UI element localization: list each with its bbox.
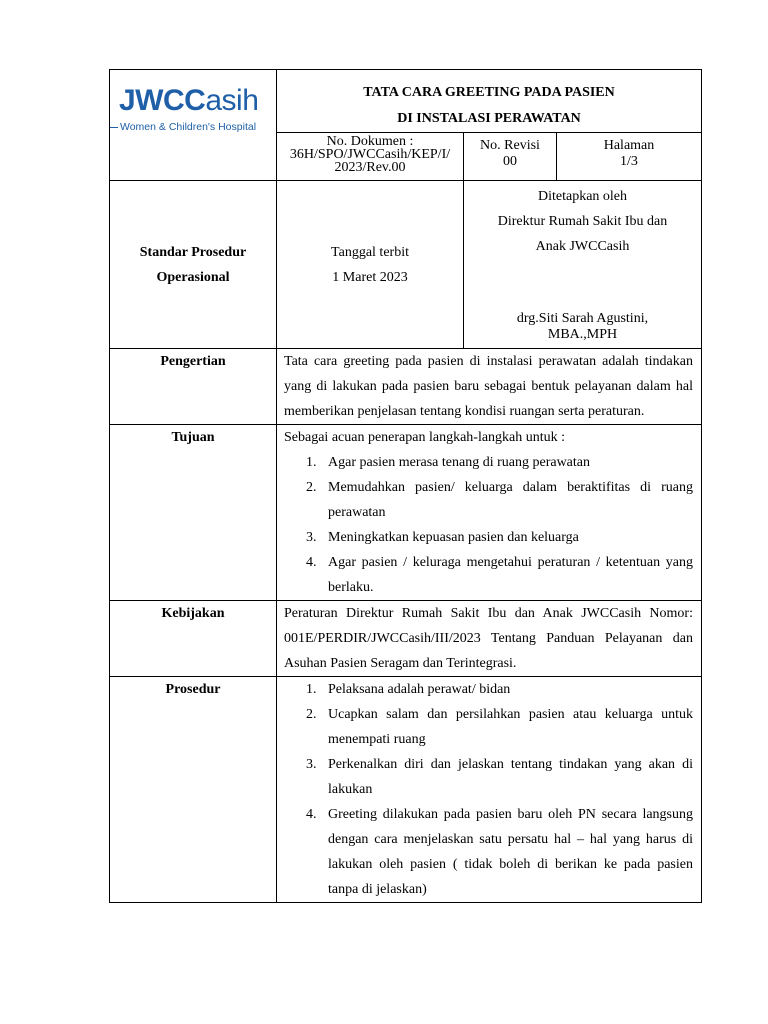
tujuan-label: Tujuan (110, 425, 277, 601)
prosedur-cell (277, 677, 702, 903)
tujuan-cell (277, 425, 702, 601)
kebijakan-text: Peraturan Direktur Rumah Sakit Ibu dan Anak JWCCasih Nomor: 001E/PERDIR/JWCCasih/III/2023 Tentang Panduan Pelayanan dan Asuhan Pasien Seragam dan Terintegrasi. (277, 601, 702, 677)
halaman-value: 1/3 (620, 154, 638, 169)
signer-name: drg.Siti Sarah Agustini, (516, 311, 649, 326)
list-item: 1. Agar pasien merasa tenang di ruang perawatan (306, 455, 590, 470)
list-item: 1. Pelaksana adalah perawat/ bidan (306, 682, 511, 697)
ditetapkan-cell (464, 181, 702, 349)
no-dokumen-cell (277, 133, 464, 181)
kebijakan-label: Kebijakan (110, 601, 277, 677)
tanggal-terbit-cell (277, 181, 464, 349)
title-cell (277, 70, 702, 133)
list-item: 3. Meningkatkan kepuasan pasien dan keluarga (306, 530, 579, 545)
hospital-logo (110, 70, 276, 133)
list-item: 4. Greeting dilakukan pada pasien baru oleh PN secara langsung dengan cara menjelaskan satu persatu hal – hal yang harus di lakukan oleh pasien ( tidak boleh di berikan ke pada pasien tanpa di jelaskan) (306, 807, 693, 897)
document-title-line2: DI INSTALASI PERAWATAN (397, 111, 581, 126)
tanggal-terbit-label: Tanggal terbit (331, 244, 409, 260)
spo-label-cell (110, 181, 277, 349)
pengertian-label: Pengertian (110, 349, 277, 425)
spo-label-line2: Operasional (156, 269, 230, 285)
signer-title: MBA.,MPH (547, 327, 618, 342)
list-item: 4. Agar pasien / keluraga mengetahui peraturan / ketentuan yang berlaku. (306, 555, 693, 595)
tujuan-intro: Sebagai acuan penerapan langkah-langkah untuk : (284, 430, 566, 445)
list-item: 2. Memudahkan pasien/ keluarga dalam beraktifitas di ruang perawatan (306, 480, 693, 520)
tujuan-list (284, 450, 693, 600)
halaman-label: Halaman (603, 138, 655, 153)
prosedur-list (284, 677, 693, 902)
logo-wordmark: JWCCasih (119, 84, 259, 117)
ditetapkan-line1: Ditetapkan oleh (537, 189, 628, 204)
no-revisi-value: 00 (503, 154, 517, 169)
prosedur-label: Prosedur (110, 677, 277, 903)
spo-table (109, 69, 702, 903)
spo-label-line1: Standar Prosedur (139, 244, 247, 260)
logo-cell (110, 70, 277, 181)
no-dokumen-value-2: 2023/Rev.00 (334, 160, 406, 175)
no-revisi-cell (464, 133, 557, 181)
halaman-cell (557, 133, 702, 181)
list-item: 3. Perkenalkan diri dan jelaskan tentang tindakan yang akan di lakukan (306, 757, 693, 797)
pengertian-text: Tata cara greeting pada pasien di instalasi perawatan adalah tindakan yang di lakukan pada pasien baru sebagai bentuk pelayanan dalam hal memberikan penjelasan tentang kondisi ruangan serta peraturan. (277, 349, 702, 425)
no-dokumen-label: No. Dokumen : (326, 134, 414, 149)
ditetapkan-line2: Direktur Rumah Sakit Ibu dan (497, 214, 668, 229)
logo-tagline: Women & Children's Hospital (110, 121, 256, 133)
tanggal-terbit-value: 1 Maret 2023 (332, 269, 408, 285)
no-revisi-label: No. Revisi (480, 138, 540, 153)
list-item: 2. Ucapkan salam dan persilahkan pasien atau keluarga untuk menempati ruang (306, 707, 693, 747)
document-title-line1: TATA CARA GREETING PADA PASIEN (363, 85, 615, 100)
ditetapkan-line3: Anak JWCCasih (535, 239, 630, 254)
no-dokumen-value: 36H/SPO/JWCCasih/KEP/I/ (289, 147, 451, 162)
spo-document (109, 69, 701, 903)
